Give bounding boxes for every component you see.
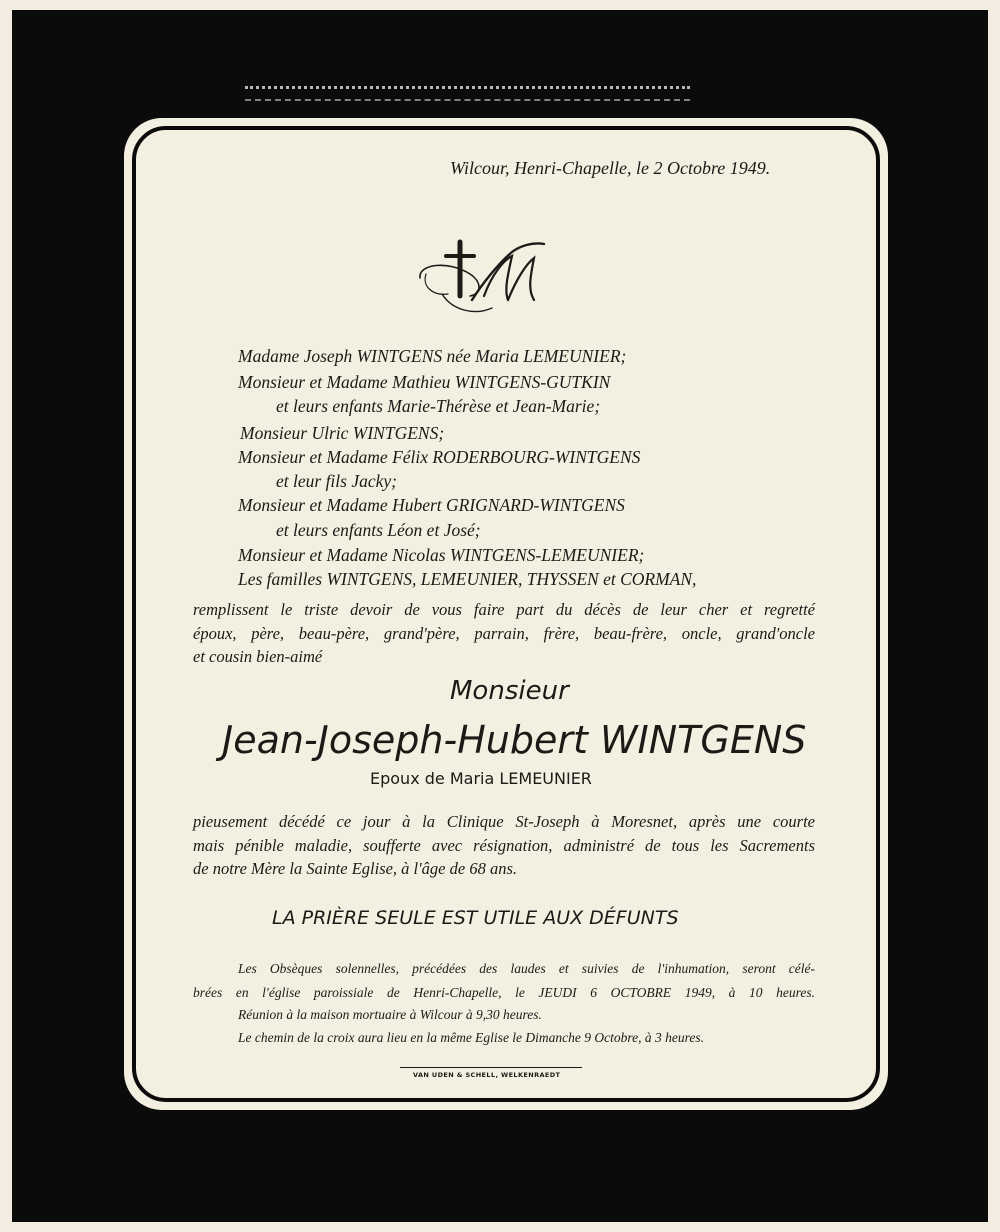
deceased-honorific: Monsieur	[450, 676, 569, 706]
family-line: et leurs enfants Marie-Thérèse et Jean-Marie;	[276, 396, 601, 416]
family-line: Monsieur et Madame Félix RODERBOURG-WINTGENS	[238, 447, 641, 467]
funeral-line: Les Obsèques solennelles, précédées des laudes et suivies de l'inhumation, seront célé-	[238, 961, 815, 976]
torn-seal-strip	[245, 86, 690, 101]
family-line: Monsieur Ulric WINTGENS;	[240, 423, 445, 443]
family-line: et leur fils Jacky;	[276, 471, 397, 491]
death-notice-line: de notre Mère la Sainte Eglise, à l'âge de 68 ans.	[193, 859, 517, 878]
funeral-line: Réunion à la maison mortuaire à Wilcour à 9,30 heures.	[238, 1007, 542, 1022]
family-line: Madame Joseph WINTGENS née Maria LEMEUNIER;	[238, 346, 627, 366]
motto: LA PRIÈRE SEULE EST UTILE AUX DÉFUNTS	[272, 907, 679, 929]
place-date: Wilcour, Henri-Chapelle, le 2 Octobre 1949.	[450, 158, 771, 178]
death-notice-line: pieusement décédé ce jour à la Clinique St-Joseph à Moresnet, après une courte	[193, 812, 815, 831]
deceased-name: Jean-Joseph-Hubert WINTGENS	[222, 718, 807, 762]
family-line: Monsieur et Madame Nicolas WINTGENS-LEMEUNIER;	[238, 545, 645, 565]
cross-monogram-icon	[412, 234, 552, 320]
announcement-line: et cousin bien-aimé	[193, 647, 323, 666]
announcement-line: remplissent le triste devoir de vous faire part du décès de leur cher et regretté	[193, 600, 815, 619]
death-notice-line: mais pénible maladie, soufferte avec résignation, administré de tous les Sacrements	[193, 836, 815, 855]
family-line: et leurs enfants Léon et José;	[276, 520, 481, 540]
spouse-line: Epoux de Maria LEMEUNIER	[370, 769, 592, 788]
family-line: Les familles WINTGENS, LEMEUNIER, THYSSEN et CORMAN,	[238, 569, 697, 589]
family-line: Monsieur et Madame Hubert GRIGNARD-WINTGENS	[238, 495, 625, 515]
funeral-line: brées en l'église paroissiale de Henri-Chapelle, le JEUDI 6 OCTOBRE 1949, à 10 heures.	[193, 985, 815, 1000]
funeral-line: Le chemin de la croix aura lieu en la même Eglise le Dimanche 9 Octobre, à 3 heures.	[238, 1030, 705, 1045]
announcement-line: époux, père, beau-père, grand'père, parrain, frère, beau-frère, oncle, grand'oncle	[193, 624, 815, 643]
printer-imprint: VAN UDEN & SCHELL, WELKENRAEDT	[413, 1071, 561, 1079]
family-line: Monsieur et Madame Mathieu WINTGENS-GUTKIN	[238, 372, 611, 392]
printer-rule	[400, 1067, 582, 1068]
